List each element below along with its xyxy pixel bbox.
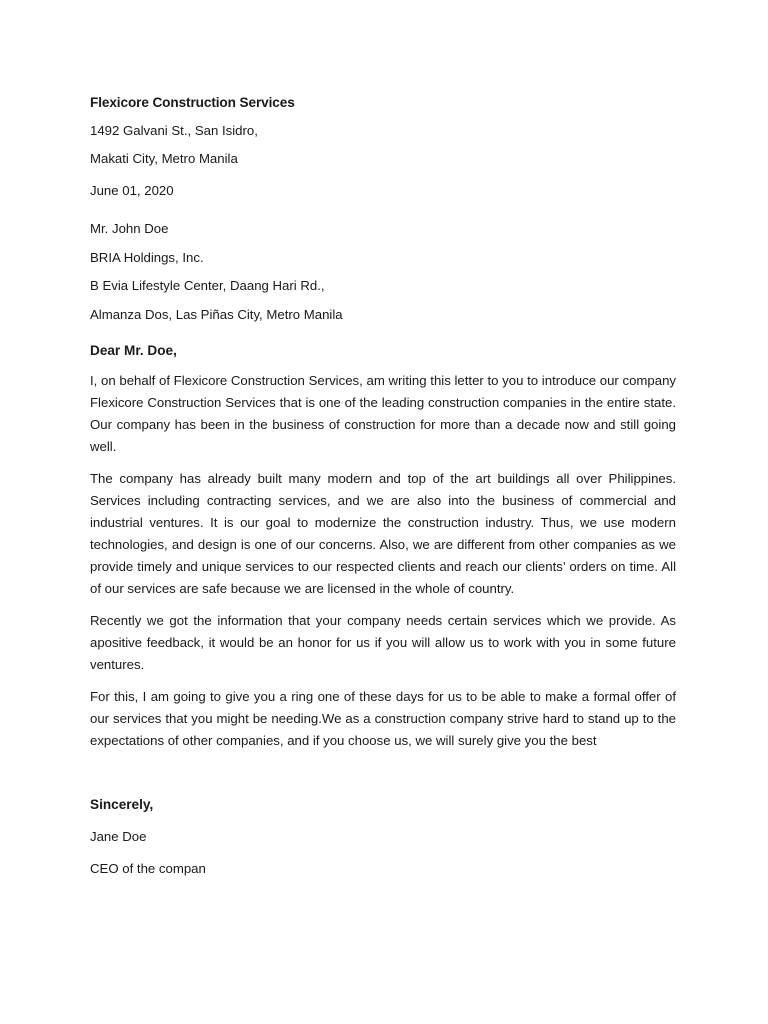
sender-address-line-1: 1492 Galvani St., San Isidro, bbox=[90, 123, 258, 138]
signer-title: CEO of the compan bbox=[90, 860, 206, 876]
sender-company-name: Flexicore Construction Services bbox=[90, 95, 295, 110]
sender-address-line-2: Makati City, Metro Manila bbox=[90, 151, 238, 166]
salutation: Dear Mr. Doe, bbox=[90, 342, 177, 358]
closing: Sincerely, bbox=[90, 796, 154, 812]
recipient-name: Mr. John Doe bbox=[90, 221, 169, 236]
recipient-address-line-2: Almanza Dos, Las Piñas City, Metro Manila bbox=[90, 306, 343, 322]
letter-body bbox=[90, 92, 676, 880]
body-paragraph-1: I, on behalf of Flexicore Construction Services, am writing this letter to you to introduce our company Flexicore Construction Services that is one of the leading construction companies in the entire state. Our company has been in the business of construction for more than a decade now and still going well. bbox=[90, 372, 676, 454]
body-paragraph-2: The company has already built many modern and top of the art buildings all over Philippines. Services including contracting services, and we are also into the business of commercial and industrial ventures. It is our goal to modernize the construction industry. Thus, we use modern technologies, and design is one of our concerns. Also, we are different from other companies as we provide timely and unique services to our respected clients and reach our clients’ orders on time. All of our services are safe because we are licensed in the whole of country. bbox=[90, 470, 676, 596]
body-paragraph-4: For this, I am going to give you a ring one of these days for us to be able to make a formal offer of our services that you might be needing.We as a construction company strive hard to stand up to the expectations of other companies, and if you choose us, we will surely give you the best bbox=[90, 688, 676, 748]
recipient-address-line-1: B Evia Lifestyle Center, Daang Hari Rd., bbox=[90, 278, 325, 293]
body-paragraph-3: Recently we got the information that your company needs certain services which we provide. As apositive feedback, it would be an honor for us if you will allow us to work with you in some future ventures. bbox=[90, 612, 676, 672]
recipient-company: BRIA Holdings, Inc. bbox=[90, 249, 204, 265]
recipient-block bbox=[90, 218, 676, 326]
sender-block bbox=[90, 92, 676, 170]
letter-date: June 01, 2020 bbox=[90, 183, 174, 198]
signer-name: Jane Doe bbox=[90, 828, 147, 844]
